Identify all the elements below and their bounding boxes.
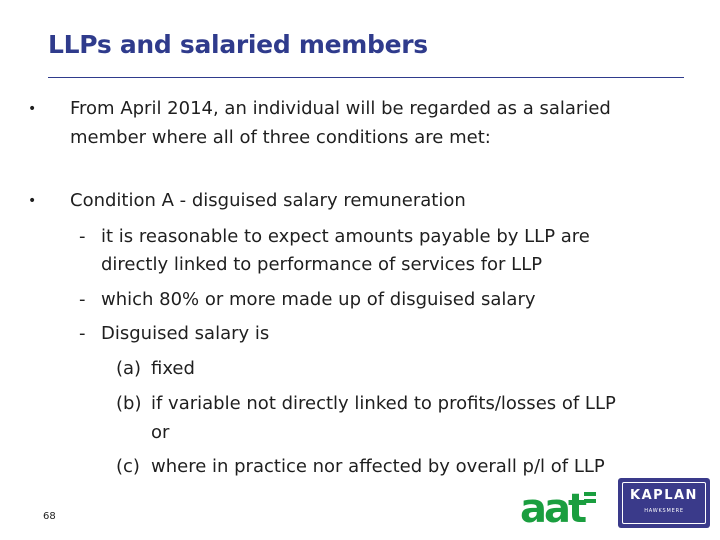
condition-a-heading: Condition A - disguised salary remuneration — [70, 190, 466, 211]
item-b-text: if variable not directly linked to profits/losses of LLP — [151, 393, 616, 414]
sub-3-dash: - — [79, 323, 86, 344]
kaplan-logo — [618, 478, 710, 528]
sub-3-text: Disguised salary is — [101, 323, 270, 344]
bullet-1-line-1: From April 2014, an individual will be regarded as a salaried — [70, 98, 611, 119]
bullet-2-marker: • — [28, 193, 37, 209]
item-or-text: or — [151, 422, 170, 443]
kaplan-logo-subtitle: HAWKSMERE — [644, 508, 684, 514]
slide-title: LLPs and salaried members — [48, 30, 428, 59]
bullet-1-line-2: member where all of three conditions are met: — [70, 127, 491, 148]
item-c-text: where in practice nor affected by overall p/l of LLP — [151, 456, 605, 477]
aat-logo-bar-2 — [584, 499, 596, 503]
item-b-label: (b) — [116, 393, 142, 414]
title-divider — [48, 77, 684, 78]
bullet-1-marker: • — [28, 101, 37, 117]
sub-2-dash: - — [79, 289, 86, 310]
item-a-text: fixed — [151, 358, 195, 379]
sub-2-text: which 80% or more made up of disguised salary — [101, 289, 536, 310]
aat-logo-text: aat — [520, 486, 585, 528]
aat-logo — [520, 486, 600, 528]
page-number: 68 — [43, 511, 56, 522]
sub-1-line-1: it is reasonable to expect amounts payable by LLP are — [101, 226, 590, 247]
aat-logo-bar-1 — [584, 492, 596, 496]
item-c-label: (c) — [116, 456, 140, 477]
sub-1-dash: - — [79, 226, 86, 247]
kaplan-logo-name: KAPLAN — [630, 488, 698, 503]
item-a-label: (a) — [116, 358, 142, 379]
sub-1-line-2: directly linked to performance of services for LLP — [101, 254, 543, 275]
